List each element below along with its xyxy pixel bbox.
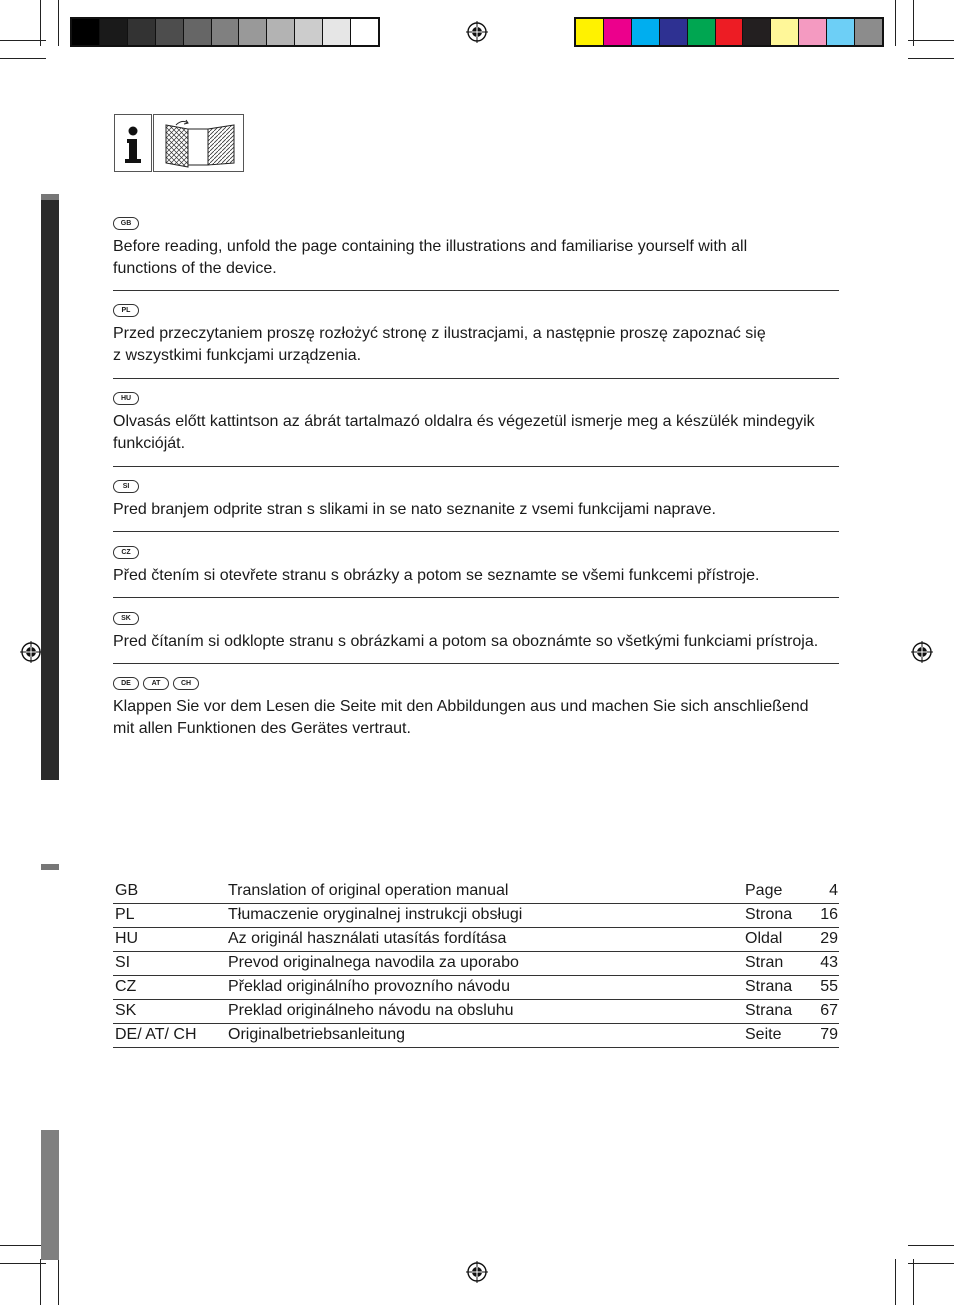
crop-mark [58,0,59,46]
section-text [113,565,839,587]
section-text-line: funkcióját. [113,435,186,452]
toc-language-code: SI [115,954,131,971]
toc-language-code: HU [115,930,139,947]
section-divider [113,378,839,379]
color-swatch [855,19,882,45]
toc-language-code: PL [115,906,135,923]
toc-row [113,952,839,976]
language-badge: AT [143,677,169,690]
section-divider [113,466,839,467]
toc-title: Originalbetriebsanleitung [228,1026,405,1043]
toc-page-label: Page [745,882,783,899]
color-swatch [743,19,771,45]
language-section [113,546,839,587]
language-badges [113,546,839,560]
language-badge: GB [113,217,139,230]
grayscale-color-bar [70,17,380,47]
language-badge: SI [113,480,139,493]
toc-title: Prevod originalnega navodila za uporabo [228,954,519,971]
crop-mark [895,0,896,46]
crop-mark [40,1259,41,1305]
section-divider [113,663,839,664]
toc-row [113,880,839,904]
toc-page-number: 67 [820,1002,838,1019]
language-badges [113,480,839,494]
crop-mark [908,1263,954,1264]
side-bar-bottom [41,1130,59,1260]
language-section [113,392,839,455]
registration-mark-icon [466,21,488,43]
language-badges [113,392,839,406]
color-swatch [716,19,744,45]
toc-title: Preklad originálneho návodu na obsluhu [228,1002,514,1019]
crop-mark [58,1259,59,1305]
section-text [113,499,839,521]
registration-mark-icon [911,641,933,663]
language-badge: HU [113,392,139,405]
color-swatch [267,19,295,45]
color-swatch [156,19,184,45]
side-bar-top [41,194,59,780]
color-swatch [72,19,100,45]
color-swatch [604,19,632,45]
section-text [113,411,839,455]
language-badges [113,304,839,318]
side-bar-marker [41,864,59,870]
section-text-line: functions of the device. [113,260,277,277]
toc-row [113,976,839,1000]
section-text-line: Pred čítaním si odklopte stranu s obrázkami a potom sa oboznámte so všetkými funkciami prístroja. [113,633,819,650]
section-divider [113,531,839,532]
language-section [113,612,839,653]
color-swatch [100,19,128,45]
color-swatch [576,19,604,45]
crop-mark [913,1259,914,1305]
section-text-line: Klappen Sie vor dem Lesen die Seite mit den Abbildungen aus und machen Sie sich anschließend [113,698,809,715]
table-of-contents [113,880,839,1048]
section-text [113,323,839,367]
crop-mark [40,0,41,46]
section-text-line: Olvasás előtt kattintson az ábrát tartalmazó oldalra és végezetül ismerje meg a készülék mindegyik [113,413,815,430]
toc-page-number: 4 [829,882,838,899]
color-swatch [295,19,323,45]
section-text-line: Pred branjem odprite stran s slikami in se nato seznanite z vsemi funkcijami naprave. [113,501,716,518]
color-swatch [799,19,827,45]
info-i-icon [114,114,152,172]
toc-page-label: Strana [745,978,793,995]
toc-row [113,904,839,928]
toc-page-number: 43 [820,954,838,971]
crop-mark [913,0,914,46]
language-section [113,480,839,521]
toc-page-label: Strona [745,906,793,923]
section-text-line: Před čtením si otevřete stranu s obrázky a potom se seznamte se všemi funkcemi přístroje. [113,567,760,584]
language-badge: DE [113,677,139,690]
language-badge: SK [113,612,139,625]
color-swatch [128,19,156,45]
process-color-bar [574,17,884,47]
toc-page-number: 55 [820,978,838,995]
section-divider [113,597,839,598]
crop-mark [908,1245,954,1246]
section-divider [113,290,839,291]
toc-language-code: GB [115,882,139,899]
color-swatch [771,19,799,45]
toc-title: Az originál használati utasítás fordítása [228,930,507,947]
section-text [113,631,839,653]
crop-mark [0,58,46,59]
color-swatch [323,19,351,45]
language-section [113,677,839,740]
toc-title: Translation of original operation manual [228,882,509,899]
section-text-line: mit allen Funktionen des Gerätes vertraut. [113,720,411,737]
language-badge: PL [113,304,139,317]
crop-mark [895,1259,896,1305]
section-text [113,236,839,280]
toc-page-number: 79 [820,1026,838,1043]
color-swatch [212,19,240,45]
toc-page-number: 16 [820,906,838,923]
language-section [113,217,839,280]
language-badge: CZ [113,546,139,559]
color-swatch [632,19,660,45]
language-badges [113,612,839,626]
toc-page-label: Seite [745,1026,782,1043]
toc-language-code: SK [115,1002,137,1019]
language-section [113,304,839,367]
section-text [113,696,839,740]
color-swatch [660,19,688,45]
unfold-page-icon [153,114,244,172]
side-bar-cap [41,194,59,200]
language-badges [113,217,839,231]
crop-mark [908,40,954,41]
toc-row [113,928,839,952]
color-swatch [239,19,267,45]
toc-row [113,1024,839,1048]
color-swatch [184,19,212,45]
registration-mark-icon [20,641,42,663]
toc-page-label: Strana [745,1002,793,1019]
crop-mark [0,1263,46,1264]
toc-title: Překlad originálního provozního návodu [228,978,510,995]
toc-language-code: CZ [115,978,137,995]
section-text-line: Before reading, unfold the page containing the illustrations and familiarise yourself with all [113,238,748,255]
crop-mark [0,1245,46,1246]
crop-mark [908,58,954,59]
toc-row [113,1000,839,1024]
registration-mark-icon [466,1261,488,1283]
color-swatch [688,19,716,45]
color-swatch [827,19,855,45]
section-text-line: Przed przeczytaniem proszę rozłożyć stronę z ilustracjami, a następnie proszę zapoznać się [113,325,766,342]
toc-page-label: Oldal [745,930,783,947]
language-badge: CH [173,677,199,690]
toc-title: Tłumaczenie oryginalnej instrukcji obsługi [228,906,523,923]
section-text-line: z wszystkimi funkcjami urządzenia. [113,347,362,364]
toc-language-code: DE/ AT/ CH [115,1026,197,1043]
toc-page-number: 29 [820,930,838,947]
toc-page-label: Stran [745,954,784,971]
language-badges [113,677,839,691]
color-swatch [351,19,378,45]
